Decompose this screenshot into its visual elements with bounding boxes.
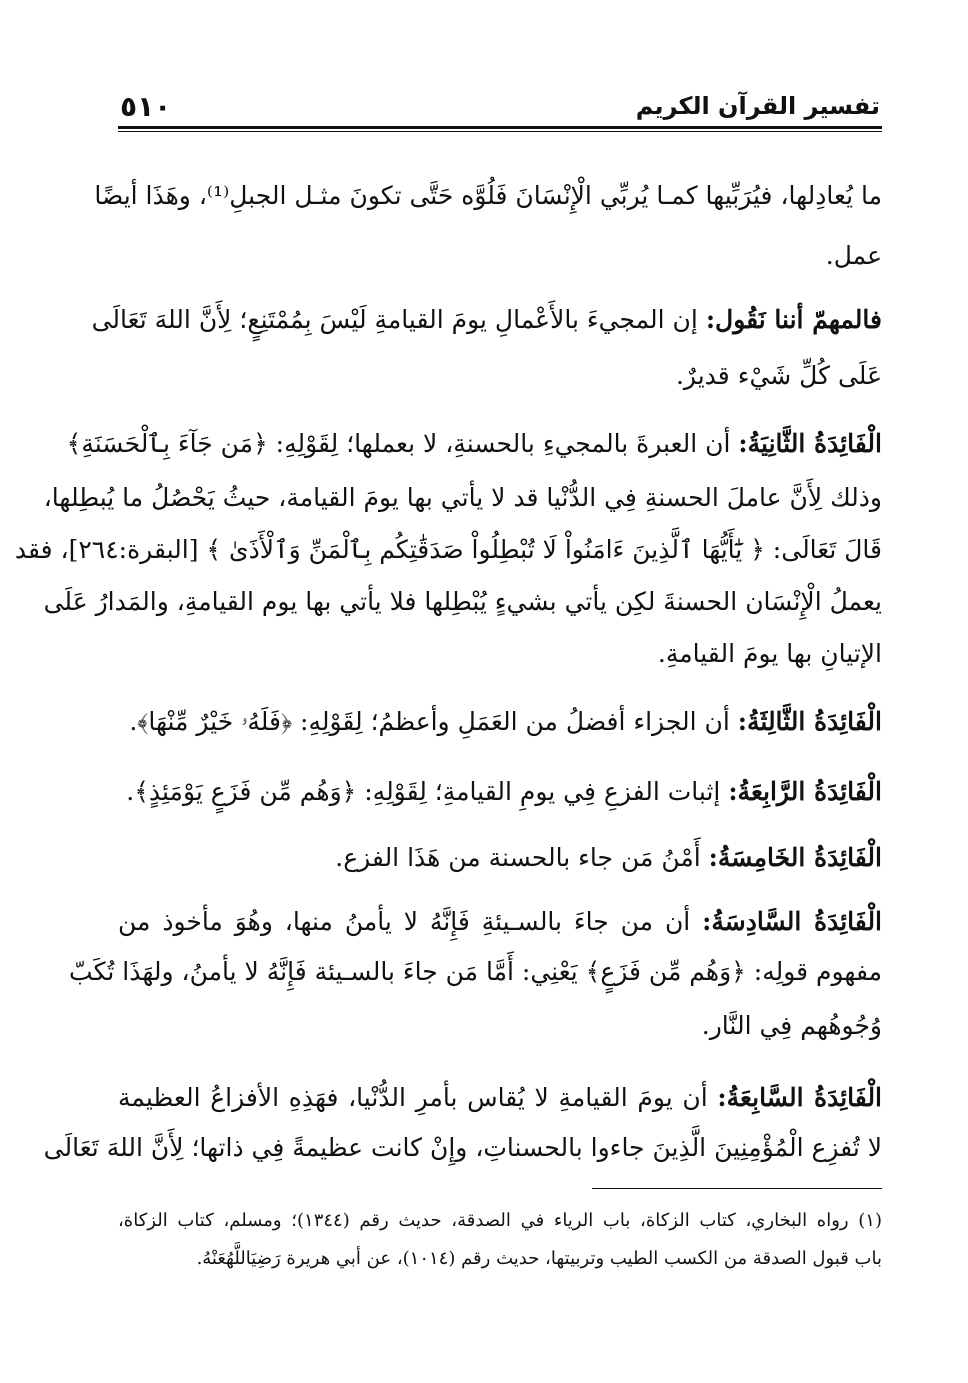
paragraph-5-line-1 bbox=[126, 772, 882, 812]
paragraph-8-text-1: أن يومَ القيامةِ لا يُقاس بأمرِ الدُّنْيا، فهَذِهِ الأفزاعُ العظيمة bbox=[118, 1083, 708, 1112]
paragraph-7-line-1 bbox=[118, 902, 882, 942]
paragraph-2-line-1 bbox=[91, 300, 882, 340]
faida-2-heading: الْفَائِدَةُ الثَّانِيَةُ: bbox=[738, 429, 882, 458]
paragraph-6-text: أَمْنُ مَن جاء بالحسنة من هَذَا الفزع. bbox=[335, 843, 701, 872]
paragraph-3-line-3: قَالَ تَعَالَى: ﴿ يَٰٓأَيُّهَا ٱلَّذِينَ ءَامَنُواْ لَا تُبْطِلُواْ صَدَقَٰتِكُم بِٱلْمَنِّ وَٱلْأَذَىٰ ﴾ [البقرة:٢٦٤]، فقد bbox=[14, 535, 882, 564]
paragraph-4-line-1 bbox=[129, 702, 882, 742]
footnote-1-line-1: (١) رواه البخاري، كتاب الزكاة، باب الرياء في الصدقة، حديث رقم (١٣٤٤)؛ ومسلم، كتاب الزكاة، bbox=[118, 1210, 882, 1231]
paragraph-2-lead: فالمهمّ أننا نَقُول: bbox=[705, 305, 882, 334]
paragraph-4-text: أن الجزاء أفضلُ من العَمَلِ وأعظمُ؛ لِقَوْلِهِ: ﴿فَلَهُۥ خَيْرٌ مِّنْهَا﴾. bbox=[129, 707, 730, 736]
paragraph-3-line-5: الإتيانِ بها يومَ القيامةِ. bbox=[657, 639, 882, 668]
footnote-rule bbox=[592, 1188, 882, 1189]
faida-5-heading: الْفَائِدَةُ الخَامِسَةُ: bbox=[708, 843, 882, 872]
header-rule-thin bbox=[118, 131, 882, 132]
faida-6-heading: الْفَائِدَةُ السَّادِسَةُ: bbox=[702, 907, 883, 936]
paragraph-5-text: إثبات الفزعِ فِي يومِ القيامةِ؛ لِقَوْلِهِ: ﴿وَهُم مِّن فَزَعٍ يَوْمَئِذٍ﴾. bbox=[126, 777, 721, 806]
paragraph-6-line-1 bbox=[335, 838, 882, 878]
paragraph-3-line-2: وذلك لِأَنَّ عاملَ الحسنةِ فِي الدُّنْيا قد لا يأتي بها يومَ القيامة، حيثُ يَحْصُلُ ما يُبطِلها، bbox=[43, 483, 882, 512]
paragraph-3-line-1 bbox=[66, 424, 882, 464]
faida-7-heading: الْفَائِدَةُ السَّابِعَةُ: bbox=[717, 1083, 883, 1112]
paragraph-8-line-2: لا تُفزِع الْمُؤْمِنِينَ الَّذِينَ جاءوا بالحسناتِ، وإِنْ كانت عظيمةً فِي ذاتها؛ لِأَنَّ اللهَ تَعَالَى bbox=[43, 1133, 882, 1162]
running-header bbox=[120, 90, 880, 128]
paragraph-1-line-2: عمل. bbox=[825, 241, 882, 270]
paragraph-3-text-1: أن العبرةَ بالمجيءِ بالحسنةِ، لا بعملها؛ لِقَوْلِهِ: ﴿مَن جَآءَ بِٱلْحَسَنَةِ﴾ bbox=[66, 429, 731, 458]
page-number: ٥١٠ bbox=[120, 90, 172, 123]
paragraph-7-line-2: مفهوم قولِه: ﴿وَهُم مِّن فَزَعٍ﴾ يَعْنِي: أَمَّا مَن جاءَ بالسـيئة فَإِنَّهُ لا يأمنُ، ولهَذَا تُكَبّ bbox=[69, 957, 882, 986]
paragraph-7-line-3: وُجُوهُهم فِي النَّار. bbox=[701, 1011, 882, 1040]
paragraph-3-line-4: يعملُ الْإِنْسَان الحسنةَ لكِن يأتي بشيءٍ يُبْطِلها فلا يأتي بها يوم القيامةِ، والمَدارُ عَلَى bbox=[43, 587, 882, 616]
faida-3-heading: الْفَائِدَةُ الثَّالِثَةُ: bbox=[737, 707, 882, 736]
paragraph-7-text-1: أن من جاءَ بالسـيئةِ فَإِنَّهُ لا يأمنُ منها، وهُوَ مأخوذ من bbox=[118, 907, 691, 936]
paragraph-8-line-1 bbox=[118, 1078, 882, 1118]
header-rule bbox=[118, 126, 882, 129]
paragraph-1-line-1: ما يُعادِلها، فيُرَبِّيها كمـا يُربِّي الْإِنْسَانَ فَلُوَّه حَتَّى تكونَ مثـل الجبلِ⁽¹⁾، وهَذَا أيضًا bbox=[94, 181, 882, 210]
footnote-1-line-2: باب قبول الصدقة من الكسب الطيب وتربيتها، حديث رقم (١٠١٤)، عن أبي هريرة رَضِيَاللَّهُعَنْهُ. bbox=[196, 1248, 882, 1269]
paragraph-2-text-1: إن المجيءَ بالأَعْمالِ يومَ القيامةِ لَيْسَ بِمُمْتَنِعٍ؛ لِأَنَّ اللهَ تَعَالَى bbox=[91, 305, 698, 334]
faida-4-heading: الْفَائِدَةُ الرَّابِعَةُ: bbox=[728, 777, 882, 806]
paragraph-2-line-2: عَلَى كُلِّ شَيْء قديرٌ. bbox=[675, 361, 882, 390]
book-title: تفسير القرآن الكريم bbox=[635, 92, 880, 120]
